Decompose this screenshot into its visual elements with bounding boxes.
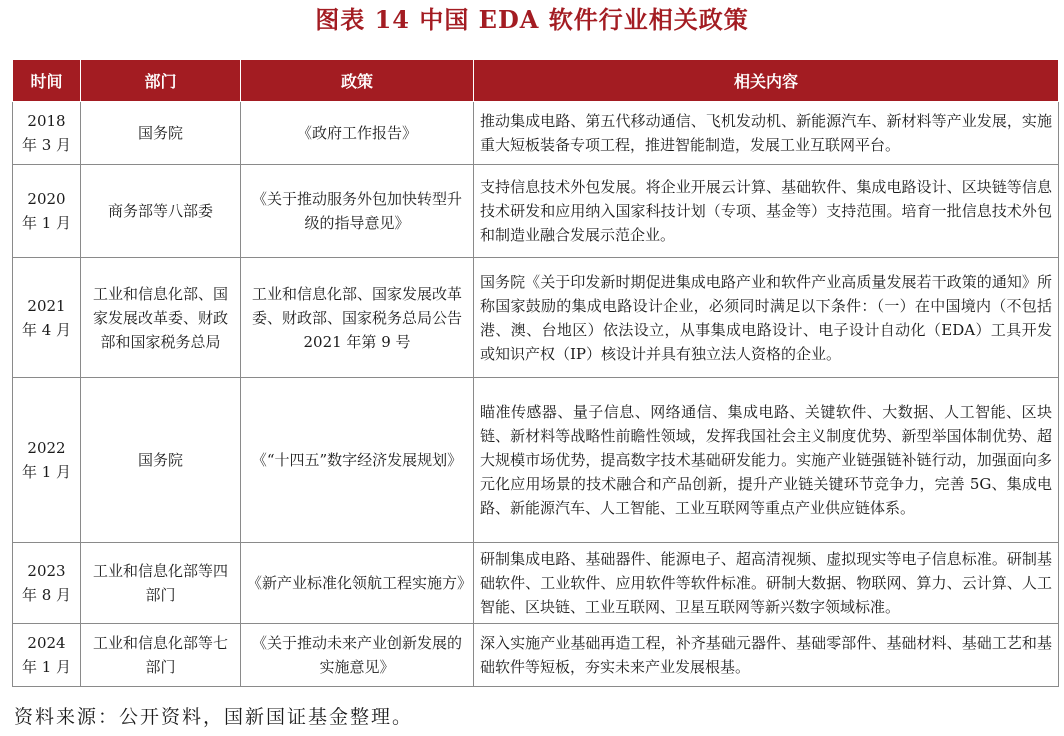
row-department: 工业和信息化部、国家发展改革委、财政部和国家税务总局 [81, 258, 241, 378]
row-time: 2022 年 1 月 [13, 378, 81, 543]
row-policy: 《关于推动未来产业创新发展的实施意见》 [241, 624, 474, 687]
row-time: 2018 年 3 月 [13, 102, 81, 165]
row-time: 2023 年 8 月 [13, 543, 81, 624]
row-content: 国务院《关于印发新时期促进集成电路产业和软件产业高质量发展若干政策的通知》所称国家鼓励的集成电路设计企业，必须同时满足以下条件：（一）在中国境内（不包括港、澳、台地区）依法设立，从事集成电路设计、电子设计自动化（EDA）工具开发或知识产权（IP）核设计并具有独立法人资格的企业。 [474, 258, 1059, 378]
row-policy: 工业和信息化部、国家发展改革委、财政部、国家税务总局公告 2021 年第 9 号 [241, 258, 474, 378]
row-department: 工业和信息化部等七部门 [81, 624, 241, 687]
figure-title: 图表 14 中国 EDA 软件行业相关政策 [315, 5, 749, 34]
row-content: 推动集成电路、第五代移动通信、飞机发动机、新能源汽车、新材料等产业发展，实施重大短板装备专项工程，推进智能制造，发展工业互联网平台。 [474, 102, 1059, 165]
row-content: 研制集成电路、基础器件、能源电子、超高清视频、虚拟现实等电子信息标准。研制基础软件、工业软件、应用软件等软件标准。研制大数据、物联网、算力、云计算、人工智能、区块链、工业互联网、卫星互联网等新兴数字领域标准。 [474, 543, 1059, 624]
row-department: 国务院 [81, 102, 241, 165]
row-policy: 《新产业标准化领航工程实施方》 [241, 543, 474, 624]
header-content: 相关内容 [474, 60, 1059, 102]
row-department: 工业和信息化部等四部门 [81, 543, 241, 624]
row-department: 商务部等八部委 [81, 165, 241, 258]
header-department: 部门 [81, 60, 241, 102]
row-time: 2024 年 1 月 [13, 624, 81, 687]
table-header-row [13, 60, 1059, 102]
source-note: 资料来源：公开资料，国新国证基金整理。 [14, 706, 414, 728]
row-policy: 《“十四五”数字经济发展规划》 [241, 378, 474, 543]
row-content: 瞄准传感器、量子信息、网络通信、集成电路、关键软件、大数据、人工智能、区块链、新材料等战略性前瞻性领域，发挥我国社会主义制度优势、新型举国体制优势、超大规模市场优势，提高数字技术基础研发能力。实施产业链强链补链行动，加强面向多元化应用场景的技术融合和产品创新，提升产业链关键环节竞争力，完善 5G、集成电路、新能源汽车、人工智能、工业互联网等重点产业供应链体系。 [474, 378, 1059, 543]
row-policy: 《政府工作报告》 [241, 102, 474, 165]
table-row [13, 102, 1059, 165]
table-row [13, 543, 1059, 624]
row-policy: 《关于推动服务外包加快转型升级的指导意见》 [241, 165, 474, 258]
row-time: 2020 年 1 月 [13, 165, 81, 258]
header-policy: 政策 [241, 60, 474, 102]
table-row [13, 624, 1059, 687]
row-time: 2021 年 4 月 [13, 258, 81, 378]
row-content: 深入实施产业基础再造工程，补齐基础元器件、基础零部件、基础材料、基础工艺和基础软件等短板，夯实未来产业发展根基。 [474, 624, 1059, 687]
table-row [13, 258, 1059, 378]
row-department: 国务院 [81, 378, 241, 543]
policy-table [12, 59, 1059, 687]
table-row [13, 378, 1059, 543]
header-time: 时间 [13, 60, 81, 102]
row-content: 支持信息技术外包发展。将企业开展云计算、基础软件、集成电路设计、区块链等信息技术研发和应用纳入国家科技计划（专项、基金等）支持范围。培育一批信息技术外包和制造业融合发展示范企业。 [474, 165, 1059, 258]
table-row [13, 165, 1059, 258]
